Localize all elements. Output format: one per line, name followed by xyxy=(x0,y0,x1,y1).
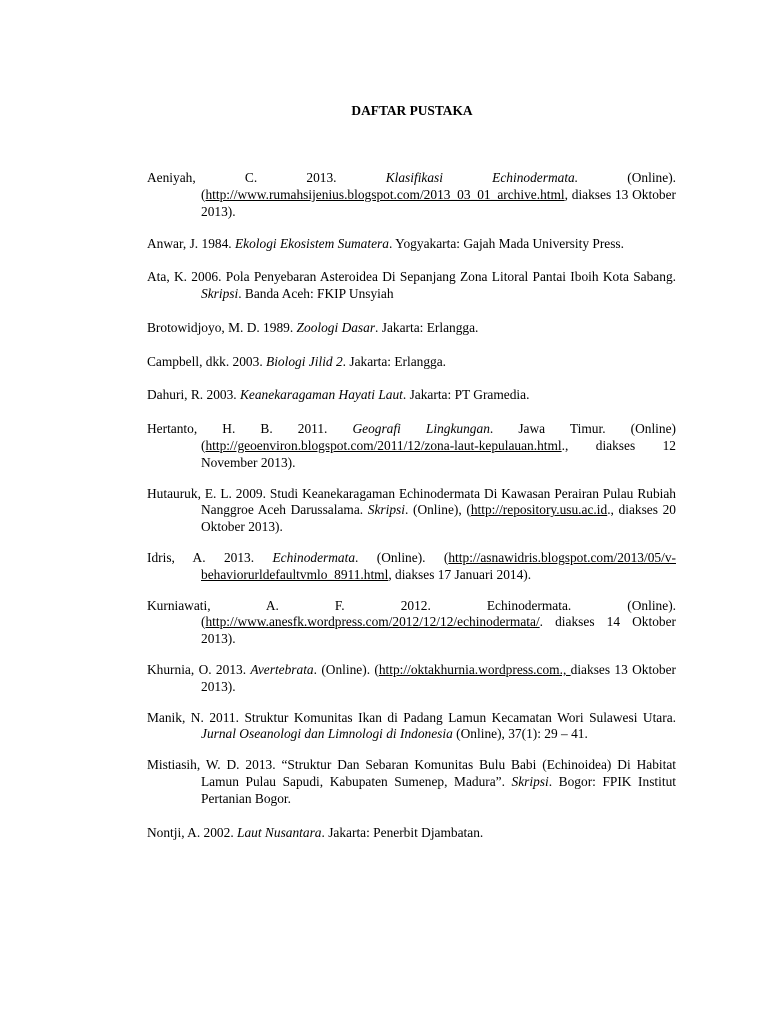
page-title: DAFTAR PUSTAKA xyxy=(351,103,473,118)
reference-text: (Online), 37(1): 29 – 41. xyxy=(452,726,588,742)
reference-entry xyxy=(147,550,676,584)
reference-text: . Jakarta: Erlangga. xyxy=(375,319,479,335)
reference-entry xyxy=(147,387,676,404)
reference-italic-title: Skripsi xyxy=(511,773,549,789)
reference-entry xyxy=(147,486,676,536)
reference-italic-title: Laut Nusantara xyxy=(237,824,322,840)
reference-url-link[interactable]: http://asnawidris.blogspot.com/2013/05/v-behaviorurldefaultvmlo_8911.html xyxy=(201,549,676,582)
reference-italic-title: Ekologi Ekosistem Sumatera xyxy=(234,236,389,252)
reference-text: ., diakses 20 Oktober 2013). xyxy=(201,502,677,535)
reference-entry xyxy=(147,825,676,842)
reference-italic-title: Avertebrata xyxy=(250,661,314,677)
reference-text: Idris, A. 2013. xyxy=(147,549,273,565)
reference-entry xyxy=(147,170,676,220)
reference-text: . Banda Aceh: FKIP Unsyiah xyxy=(238,285,394,301)
reference-text: . Jakarta: Erlangga. xyxy=(342,353,447,369)
reference-text: diakses 13 Oktober 2013). xyxy=(201,661,677,694)
reference-italic-title: Jurnal Oseanologi dan Limnologi di Indonesia xyxy=(201,726,453,742)
reference-text: . Jakarta: Penerbit Djambatan. xyxy=(321,824,484,840)
reference-entry xyxy=(147,236,676,253)
reference-text: Hertanto, H. B. 2011. xyxy=(147,421,353,437)
reference-text: . diakses 14 Oktober 2013). xyxy=(201,614,676,647)
reference-entry xyxy=(147,710,676,744)
reference-entry xyxy=(147,354,676,371)
reference-url-link[interactable]: http://oktakhurnia.wordpress.com xyxy=(378,661,560,677)
reference-italic-title: Biologi Jilid 2 xyxy=(266,353,343,369)
reference-entry xyxy=(147,662,676,696)
reference-text: . Yogyakarta: Gajah Mada University Press. xyxy=(388,236,624,252)
reference-italic-title: Geografi Lingkungan xyxy=(352,421,490,437)
reference-text: , diakses 13 Oktober 2013). xyxy=(201,186,676,219)
reference-text: Mistiasih, W. D. 2013. “Struktur Dan Sebaran Komunitas Bulu Babi (Echinoidea) Di Habitat Lamun Pulau Sapudi, Kabupaten Sumenep, Madura”. xyxy=(147,757,676,789)
reference-text: . (Online). ( xyxy=(313,661,379,677)
reference-text: Dahuri, R. 2003. xyxy=(147,387,240,403)
reference-italic-title: Klasifikasi Echinodermata. xyxy=(385,170,579,185)
reference-entry xyxy=(147,757,676,807)
reference-text: Kurniawati, A. F. 2012. Echinodermata. (Online). ( xyxy=(147,597,676,630)
reference-url-link[interactable]: http://geoenviron.blogspot.com/2011/12/zona-laut-kepulauan.html xyxy=(205,437,562,453)
reference-text: . Jakarta: PT Gramedia. xyxy=(402,387,530,403)
reference-url-link[interactable]: http://repository.usu.ac.id xyxy=(470,502,608,518)
reference-text: Khurnia, O. 2013. xyxy=(147,661,251,677)
reference-entry xyxy=(147,269,676,303)
reference-text: Ata, K. 2006. Pola Penyebaran Asteroidea Di Sepanjang Zona Litoral Pantai Iboih Kota Sabang. xyxy=(147,269,676,285)
reference-text: ., diakses 12 November 2013). xyxy=(201,437,676,470)
reference-entry xyxy=(147,421,676,471)
reference-text: . Jawa Timur. (Online) ( xyxy=(201,421,676,453)
reference-url-link[interactable]: http://www.rumahsijenius.blogspot.com/2013_03_01_archive.html xyxy=(205,186,565,202)
reference-italic-title: Echinodermata xyxy=(272,549,356,565)
reference-italic-title: Keanekaragaman Hayati Laut xyxy=(239,387,403,403)
reference-text: , diakses 17 Januari 2014). xyxy=(388,566,532,582)
reference-italic-title: Zoologi Dasar xyxy=(296,319,376,335)
reference-url-link[interactable]: http://www.anesfk.wordpress.com/2012/12/12/echinodermata/ xyxy=(205,614,540,630)
reference-list xyxy=(147,170,676,841)
reference-text: Manik, N. 2011. Struktur Komunitas Ikan di Padang Lamun Kecamatan Wori Sulawesi Utara. xyxy=(147,709,676,725)
reference-italic-title: Skripsi xyxy=(201,285,239,301)
reference-text: Anwar, J. 1984. xyxy=(147,236,235,252)
reference-text: Nontji, A. 2002. xyxy=(147,824,238,840)
reference-text: Hutauruk, E. L. 2009. Studi Keanekaragaman Echinodermata Di Kawasan Perairan Pulau Rubiah Nanggroe Aceh Darussalama. xyxy=(147,485,676,518)
reference-text: Brotowidjoyo, M. D. 1989. xyxy=(147,319,297,335)
reference-italic-title: Skripsi xyxy=(367,502,405,518)
reference-text: (Online). ( xyxy=(201,170,676,202)
reference-entry xyxy=(147,598,676,648)
reference-text: . (Online), ( xyxy=(404,502,471,518)
reference-text: . (Online). ( xyxy=(355,549,449,565)
reference-entry xyxy=(147,320,676,337)
reference-text: . Bogor: FPIK Institut Pertanian Bogor. xyxy=(201,773,676,806)
reference-text: Aeniyah, C. 2013. xyxy=(147,170,386,185)
reference-url-link[interactable]: ., xyxy=(559,661,571,677)
reference-text: Campbell, dkk. 2003. xyxy=(147,353,267,369)
